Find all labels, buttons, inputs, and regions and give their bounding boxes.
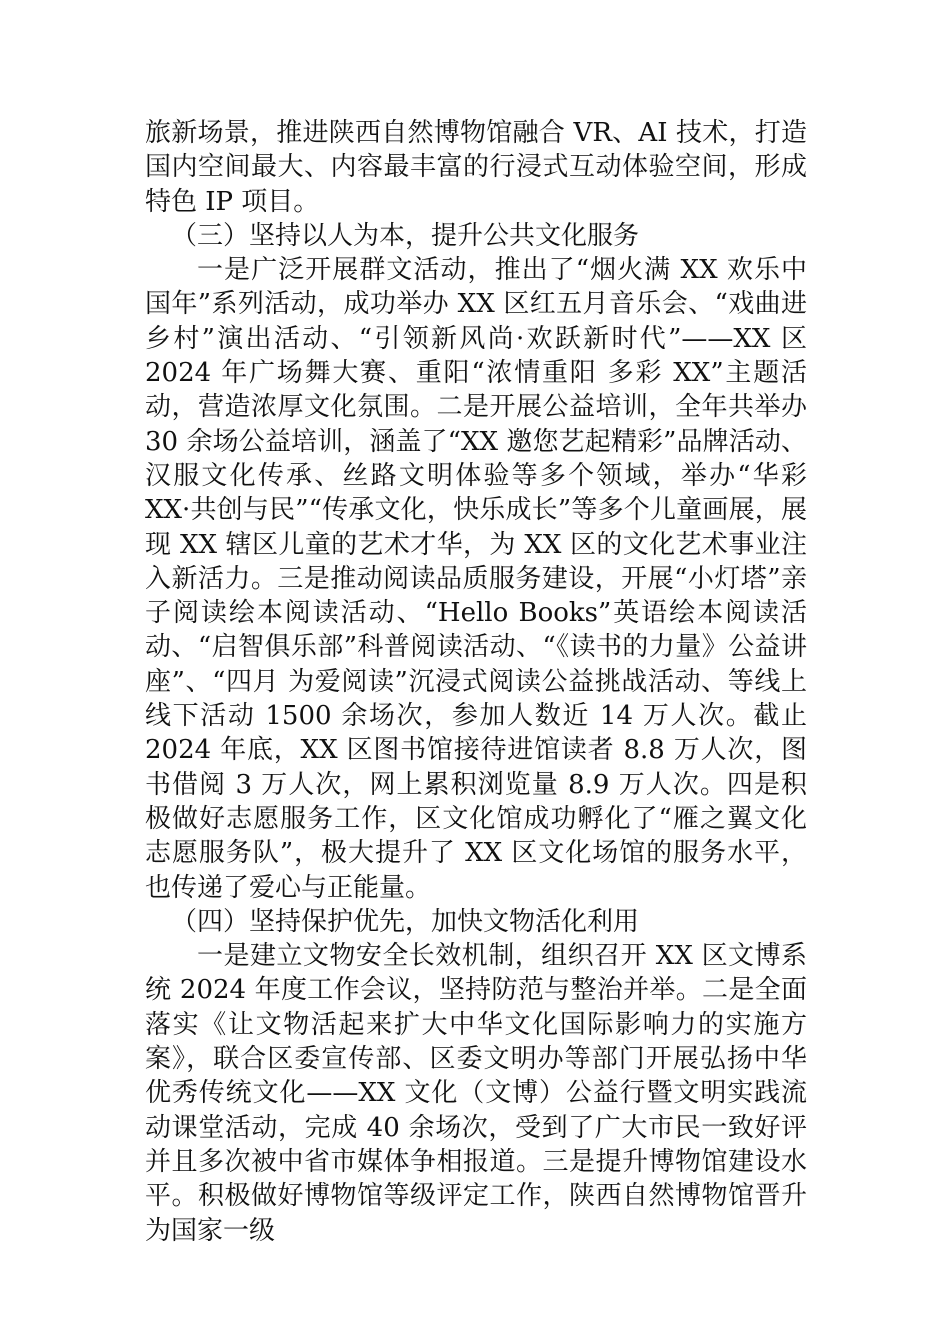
paragraph-continuation: 旅新场景，推进陕西自然博物馆融合 VR、AI 技术，打造国内空间最大、内容最丰富的行浸式互动体验空间，形成特色 IP 项目。: [145, 118, 807, 217]
document-body: [145, 116, 807, 1248]
paragraph-heritage-protection: 一是建立文物安全长效机制，组织召开 XX 区文博系统 2024 年度工作会议，坚持防范与整治并举。二是全面落实《让文物活起来扩大中华文化国际影响力的实施方案》，联合区委宣传部、区委文明办等部门开展弘扬中华优秀传统文化——XX 文化（文博）公益行暨文明实践流动课堂活动，完成 40 余场次，受到了广大市民一致好评并且多次被中省市媒体争相报道。三是提升博物馆建设水平。积极做好博物馆等级评定工作，陕西自然博物馆晋升为国家一级: [145, 941, 807, 1246]
section-heading-3: （三）坚持以人为本，提升公共文化服务: [171, 220, 640, 251]
section-heading-4: （四）坚持保护优先，加快文物活化利用: [171, 906, 640, 937]
paragraph-public-culture-service: 一是广泛开展群文活动，推出了“烟火满 XX 欢乐中国年”系列活动，成功举办 XX 区红五月音乐会、“戏曲进乡村”演出活动、“引领新风尚·欢跃新时代”——XX 区 2024 年广场舞大赛、重阳“浓情重阳 多彩 XX”主题活动，营造浓厚文化氛围。二是开展公益培训，全年共举办 30 余场公益培训，涵盖了“XX 邀您艺起精彩”品牌活动、汉服文化传承、丝路文明体验等多个领域，举办“华彩 XX·共创与民”“传承文化，快乐成长”等多个儿童画展，展现 XX 辖区儿童的艺术才华，为 XX 区的文化艺术事业注入新活力。三是推动阅读品质服务建设，开展“小灯塔”亲子阅读绘本阅读活动、“Hello Books”英语绘本阅读活动、“启智俱乐部”科普阅读活动、“《读书的力量》公益讲座”、“四月 为爱阅读”沉浸式阅读公益挑战活动、等线上线下活动 1500 余场次，参加人数近 14 万人次。截止 2024 年底，XX 区图书馆接待进馆读者 8.8 万人次，图书借阅 3 万人次，网上累积浏览量 8.9 万人次。四是积极做好志愿服务工作，区文化馆成功孵化了“雁之翼文化志愿服务队”，极大提升了 XX 区文化场馆的服务水平，也传递了爱心与正能量。: [145, 255, 807, 903]
